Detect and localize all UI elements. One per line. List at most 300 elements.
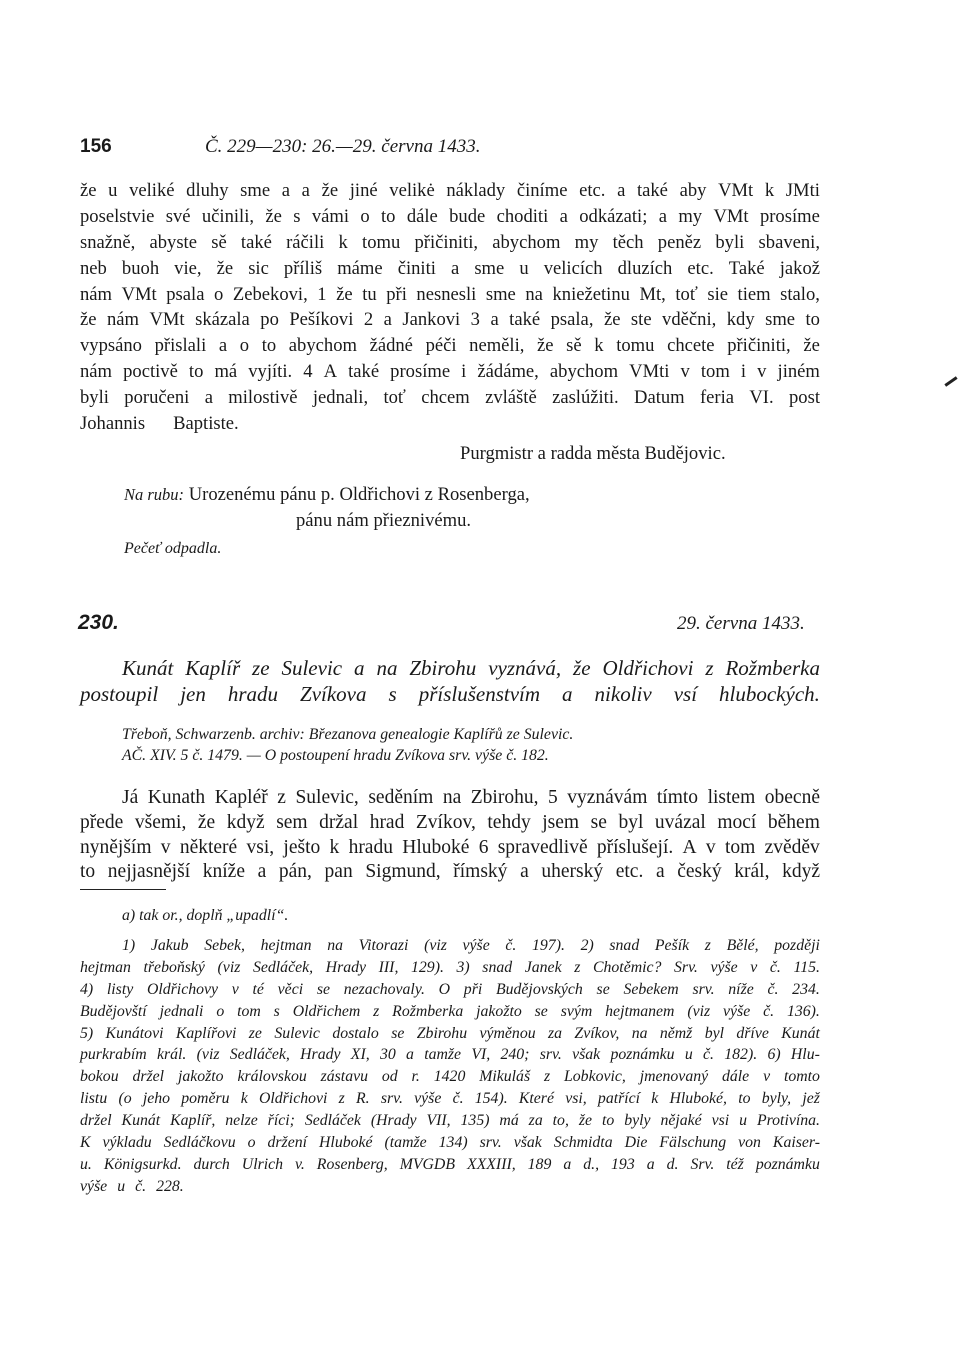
word: 6)	[767, 1046, 781, 1064]
word: VMt	[121, 283, 157, 305]
word: Ulrich	[241, 1155, 284, 1173]
word: vyznávám	[567, 787, 648, 808]
word: kníže	[202, 861, 245, 883]
word: tom	[724, 836, 756, 858]
word: činíme	[516, 180, 568, 201]
word: Kunát	[121, 1112, 161, 1130]
word: Sulevic	[281, 656, 343, 680]
word: vsí	[673, 682, 698, 706]
footnote-line	[80, 935, 820, 957]
word: a	[218, 335, 228, 357]
word: a	[520, 861, 529, 883]
word: byl	[704, 1024, 725, 1042]
word: skázala	[195, 309, 250, 331]
word: příslušenstvím	[418, 682, 541, 706]
word: A	[323, 361, 338, 383]
word: to	[738, 1090, 751, 1108]
word: svým	[560, 1002, 593, 1020]
word: Zbirohu	[409, 656, 477, 680]
word: MVGDB	[399, 1155, 455, 1173]
word: snad	[609, 937, 640, 954]
word: Jankovi	[402, 309, 461, 331]
footnote-line	[80, 979, 820, 1001]
word: R.	[356, 1090, 370, 1108]
word: jiné	[349, 180, 378, 201]
word: v	[231, 980, 239, 998]
word: (viz	[424, 937, 447, 954]
word: nikoliv	[594, 682, 652, 706]
word: sme	[765, 309, 796, 331]
text-line	[80, 786, 820, 811]
word: uvázal	[654, 811, 706, 833]
word: Oldřichovi	[258, 1090, 328, 1108]
word: odkázati;	[579, 205, 648, 227]
word: Kunath	[147, 787, 206, 808]
word: prosíme	[390, 361, 451, 383]
word: však	[513, 1134, 542, 1152]
word: k	[240, 1090, 248, 1108]
word: VMt	[149, 309, 185, 331]
word: 5)	[80, 1024, 94, 1042]
word: k	[594, 335, 604, 357]
word: ráčili	[286, 231, 325, 253]
word: A	[682, 836, 697, 858]
word: držal	[319, 811, 359, 833]
word: (viz	[196, 1046, 220, 1064]
word: Sigmund,	[365, 861, 441, 883]
word: též	[726, 1155, 744, 1173]
word: a	[450, 257, 460, 279]
word: a	[617, 180, 626, 201]
word: Kunát	[122, 656, 174, 680]
word: od	[381, 1068, 398, 1086]
word: o	[216, 1002, 225, 1020]
word: (Hrady	[370, 1112, 417, 1130]
word: o	[239, 335, 250, 357]
word: č.	[452, 1090, 464, 1108]
word: že	[603, 309, 621, 331]
word: po	[260, 309, 279, 331]
margin-mark	[944, 376, 957, 386]
word: uherský	[541, 861, 604, 883]
word: a	[559, 205, 568, 227]
word: náklady	[446, 180, 506, 201]
signature: Purgmistr a radda města Budějovic.	[460, 443, 726, 464]
word: JMti	[785, 180, 820, 201]
word: sme	[474, 257, 505, 279]
word: Rožmberka	[392, 1002, 464, 1020]
letter-line-last	[80, 411, 820, 437]
word: 189	[527, 1155, 552, 1173]
footnote-line	[80, 1001, 820, 1023]
word: jsem	[542, 811, 580, 833]
word: 2)	[580, 937, 594, 954]
word: a	[655, 861, 665, 883]
document-number: 230.	[78, 611, 119, 634]
word: dluzích	[617, 257, 673, 279]
word: že	[537, 335, 554, 357]
word: Také	[728, 257, 765, 279]
word: také	[240, 231, 272, 253]
word: VI,	[471, 1046, 491, 1064]
word: jen	[180, 682, 206, 706]
word: spravedlivě	[497, 836, 588, 858]
word: to	[80, 861, 96, 883]
word: č.	[703, 1046, 714, 1064]
word: se	[316, 980, 331, 998]
word: že	[336, 283, 353, 305]
word: říci;	[267, 1112, 295, 1130]
word: pan	[324, 861, 353, 883]
word: jež	[802, 1090, 820, 1108]
word: na	[525, 283, 543, 305]
letter-line	[80, 282, 820, 308]
word: římský	[453, 861, 508, 883]
word: Já	[122, 787, 139, 808]
word: a	[383, 309, 392, 331]
word: neb	[80, 257, 107, 279]
word: však	[572, 1046, 601, 1064]
word: té	[252, 980, 264, 998]
word: s	[388, 682, 397, 706]
word: zvláště	[485, 387, 537, 409]
word: všemi,	[134, 811, 187, 833]
word: VMti	[629, 361, 670, 383]
word: výše	[723, 1002, 751, 1020]
word: vyjíti.	[248, 361, 293, 383]
word: při	[386, 283, 407, 305]
word: dále	[406, 205, 438, 227]
word: to,	[552, 1112, 569, 1130]
word: Oldřichem	[292, 1002, 361, 1020]
word: d.,	[583, 1155, 600, 1173]
word: při	[463, 980, 483, 998]
word: srv.	[479, 1134, 502, 1152]
letter-line	[80, 230, 820, 256]
word: Budějovští	[80, 1002, 147, 1020]
word: hejtmanem	[605, 1002, 675, 1020]
verso-line-2: pánu nám přieznivému.	[296, 510, 472, 531]
footnotes	[80, 904, 820, 1198]
word: zvěděv	[764, 836, 820, 858]
word: Hrady	[325, 958, 367, 976]
seal-note: Pečeť odpadla.	[124, 540, 222, 557]
word: jmenovaný	[639, 1068, 709, 1086]
word: sě	[211, 231, 227, 253]
word: v.	[295, 1155, 305, 1173]
word: a	[257, 861, 267, 883]
word: III,	[378, 958, 399, 976]
word: v	[680, 361, 690, 383]
word: i	[461, 361, 467, 383]
word: a	[646, 1155, 655, 1173]
word: k	[764, 180, 775, 201]
word: aby	[679, 180, 707, 201]
word: r.	[411, 1068, 420, 1086]
word: Sedláčkovu	[163, 1134, 236, 1152]
word: XI,	[350, 1046, 370, 1064]
word: abyste	[149, 231, 197, 253]
word: dluhy	[186, 180, 229, 201]
word: na	[376, 656, 398, 680]
word: výše	[414, 1090, 442, 1108]
word: nějaké	[660, 1112, 702, 1130]
word: a	[204, 387, 213, 409]
word: 154).	[474, 1090, 508, 1108]
word: se	[590, 811, 607, 833]
word: srv.	[692, 980, 715, 998]
word: 115.	[793, 958, 820, 976]
regest-line	[80, 655, 820, 681]
word: že	[80, 309, 97, 331]
word: sie	[707, 283, 728, 305]
word: nezachovaly.	[343, 980, 425, 998]
word: Jakub	[150, 937, 189, 954]
word: abychom	[492, 231, 561, 253]
regest	[80, 655, 820, 707]
word: Rožmberka	[725, 656, 820, 680]
word: peněz	[657, 231, 702, 253]
word: tamže	[424, 1046, 462, 1064]
word: byly,	[761, 1090, 792, 1108]
word: Kaiser-	[772, 1134, 820, 1152]
word: 2	[363, 309, 374, 331]
word: Hrady	[300, 1046, 341, 1064]
word: stalo,	[780, 283, 820, 305]
word: jednali,	[312, 387, 369, 409]
word: u	[684, 1046, 693, 1064]
word: Zbirohu	[416, 1024, 468, 1042]
word: své	[165, 205, 191, 227]
word: Hluboké	[402, 836, 470, 858]
word: že	[321, 180, 339, 201]
word: 4	[303, 361, 313, 383]
word: Zvíkova	[300, 682, 367, 706]
word: (tamže	[384, 1134, 427, 1152]
word: 1	[317, 283, 327, 305]
letter-body	[80, 178, 820, 437]
word: u	[519, 257, 529, 279]
word: psala,	[550, 309, 594, 331]
word: vyznává,	[488, 656, 562, 680]
word: a	[563, 1155, 572, 1173]
word: 3)	[456, 958, 470, 976]
footnote-line	[80, 1066, 820, 1088]
word: 6	[478, 836, 489, 858]
word: tímto	[656, 787, 699, 808]
word: 129).	[411, 958, 444, 976]
word: poznámku	[755, 1155, 820, 1173]
word: choditi	[496, 205, 549, 227]
word: ste	[630, 309, 652, 331]
word: buoh	[121, 257, 160, 279]
word: za	[528, 1112, 543, 1130]
word: to	[261, 335, 277, 357]
word: některé	[179, 836, 238, 858]
word: držel	[132, 1068, 165, 1086]
word: tomto	[783, 1068, 820, 1086]
footnote-line	[80, 1023, 820, 1045]
word: se	[391, 1024, 405, 1042]
word: i	[740, 361, 747, 383]
word: také	[509, 309, 541, 331]
word: sem	[276, 811, 308, 833]
footnote-word: č.	[135, 1177, 147, 1195]
word: o	[247, 1134, 256, 1152]
word: z	[704, 937, 711, 954]
word: my	[678, 205, 703, 227]
word: abychom	[288, 335, 357, 357]
word: hradu	[348, 836, 393, 858]
word: nelze	[225, 1112, 258, 1130]
word: že	[578, 1112, 593, 1130]
word: snad	[482, 958, 513, 976]
word: O	[438, 980, 451, 998]
word: nám	[106, 309, 139, 331]
word: č.	[505, 937, 517, 954]
word: tomu	[362, 231, 401, 253]
word: hejtman	[260, 937, 312, 954]
word: držení	[267, 1134, 308, 1152]
word: listu	[80, 1090, 108, 1108]
word: to	[805, 309, 820, 331]
word: když	[782, 861, 820, 883]
word: Hluboké,	[669, 1090, 727, 1108]
word: etc.	[579, 180, 606, 201]
word: péči	[425, 335, 457, 357]
word: z	[705, 656, 714, 680]
word: vie,	[174, 257, 202, 279]
word: velicích	[543, 257, 603, 279]
word: postoupil	[80, 682, 159, 706]
word: z	[543, 1068, 551, 1086]
word: sbaveni,	[758, 231, 820, 253]
word: poručeni	[124, 387, 190, 409]
word: 134)	[438, 1134, 468, 1152]
word: v	[705, 836, 716, 858]
word: č.	[763, 1002, 775, 1020]
word: dostalo	[332, 1024, 379, 1042]
word: hradu	[227, 682, 279, 706]
word: v	[750, 958, 758, 976]
word: Kunátovi	[105, 1024, 164, 1042]
word: 5	[547, 787, 558, 808]
word: Budějovských	[495, 980, 583, 998]
word: VMt	[718, 180, 754, 201]
word: níže	[728, 980, 754, 998]
word: von	[738, 1134, 761, 1152]
word: a	[490, 309, 499, 331]
letter-line	[80, 178, 820, 204]
word: Srv.	[690, 1155, 715, 1173]
word: jiném	[777, 361, 820, 383]
word: kdy	[726, 309, 755, 331]
word: Fälschung	[659, 1134, 727, 1152]
word: tomu	[616, 335, 655, 357]
verso-line-1: Urozenému pánu p. Oldřichovi z Rosenberga,	[188, 484, 530, 505]
word: č.	[767, 980, 779, 998]
word: Oldřichovi	[602, 656, 694, 680]
word: to	[188, 361, 204, 383]
word: a	[354, 656, 365, 680]
word: Pešík	[654, 937, 690, 954]
word: poznámku	[610, 1046, 675, 1064]
word: VI.	[749, 387, 774, 409]
word: 3	[470, 309, 480, 331]
word: poměru	[181, 1090, 230, 1108]
word: a	[301, 180, 310, 201]
word: Kapléř	[214, 787, 268, 808]
word: král,	[734, 861, 770, 883]
word: na	[631, 1024, 648, 1042]
word: dříve	[736, 1024, 769, 1042]
word: že	[216, 257, 234, 279]
word: český	[677, 861, 722, 883]
word: z	[574, 958, 581, 976]
word: Vitorazi	[358, 937, 409, 954]
word: Které	[518, 1090, 554, 1108]
word: 1420	[433, 1068, 466, 1086]
word: Königsurkd.	[103, 1155, 182, 1173]
word: purkrabím	[80, 1046, 147, 1064]
word: bude	[449, 205, 486, 227]
word: když	[226, 811, 265, 833]
word: mocí	[717, 811, 757, 833]
word: v	[763, 1068, 771, 1086]
word: etc.	[615, 861, 644, 883]
word: přičiniti,	[727, 335, 791, 357]
word: feria	[699, 387, 735, 409]
word: se	[534, 1002, 548, 1020]
word: toť	[383, 387, 406, 409]
word: patřící	[597, 1090, 641, 1108]
letter-line	[80, 359, 820, 385]
word: výměnou	[479, 1024, 536, 1042]
verso-label: Na rubu:	[124, 485, 185, 504]
word: dále	[722, 1068, 750, 1086]
word: o	[360, 205, 370, 227]
word: velikė	[389, 180, 435, 201]
verso-address	[124, 484, 530, 506]
word: těch	[612, 231, 644, 253]
word: jakožto	[476, 1002, 522, 1020]
word: Zebekovi,	[232, 283, 308, 305]
word: němž	[659, 1024, 693, 1042]
word: 4)	[80, 980, 94, 998]
word: Sulevic	[274, 1024, 320, 1042]
word: psala	[166, 283, 205, 305]
word: Kaplíř,	[170, 1112, 216, 1130]
word: (viz	[217, 958, 241, 976]
word: 234.	[792, 980, 820, 998]
word: Hluboké	[319, 1134, 373, 1152]
word: příslušejí.	[596, 836, 674, 858]
word: k	[329, 836, 340, 858]
word: a	[281, 180, 291, 201]
footnote-line	[80, 1110, 820, 1132]
word: vsi,	[246, 836, 275, 858]
footnote-word: 228.	[156, 1177, 184, 1195]
word: a	[406, 1046, 414, 1064]
word: pán,	[278, 861, 312, 883]
footnote-line	[80, 1132, 820, 1154]
word: Sedláček,	[229, 1046, 290, 1064]
word: chcem	[421, 387, 470, 409]
document-date: 29. června 1433.	[677, 613, 805, 634]
word: sic	[248, 257, 269, 279]
word: Kaplířovi	[175, 1024, 237, 1042]
word: d.	[666, 1155, 679, 1173]
